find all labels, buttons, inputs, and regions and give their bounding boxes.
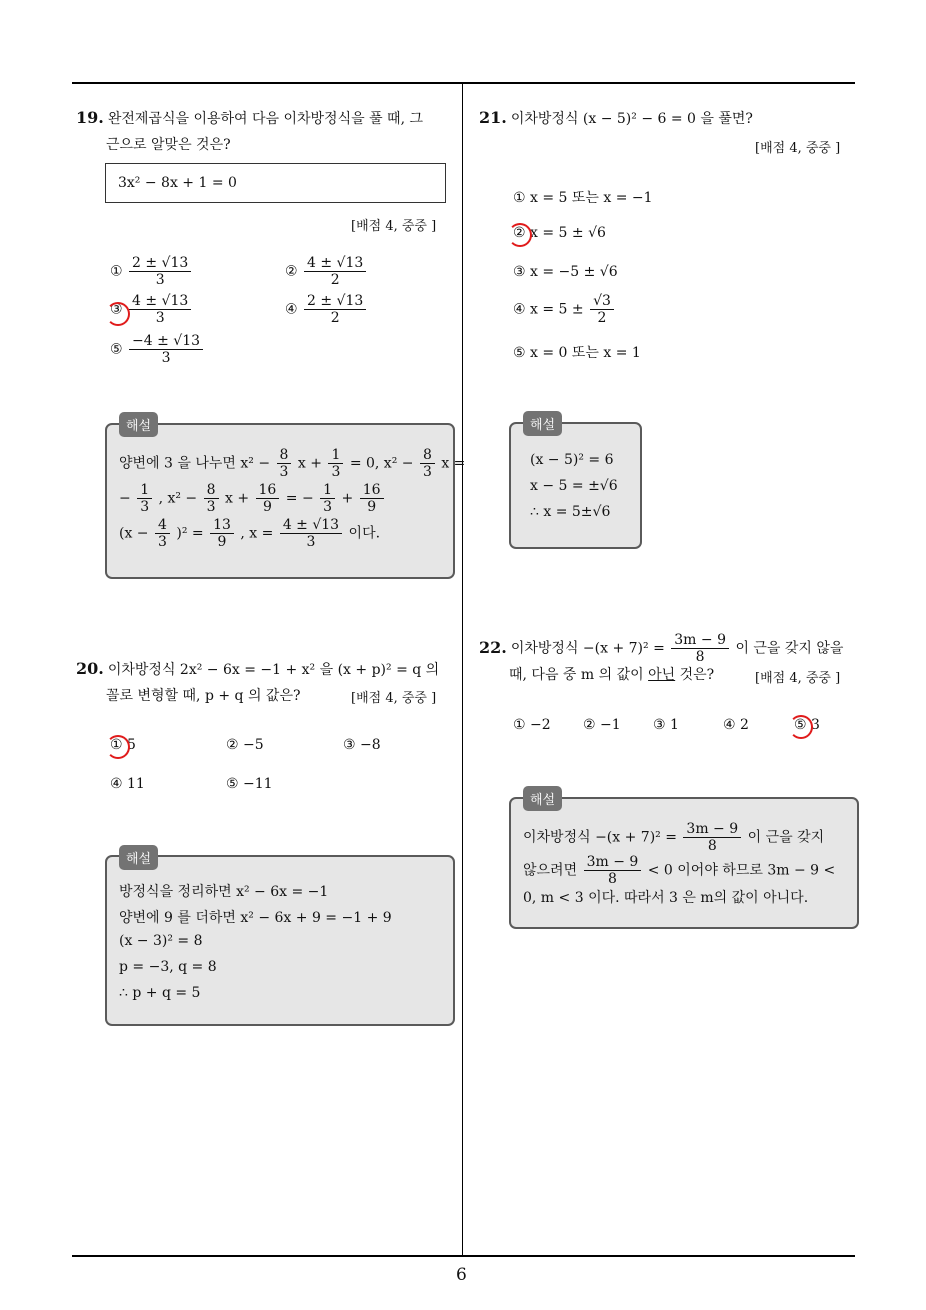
choice-marker: ③: [110, 301, 123, 318]
q21-line1: [479, 105, 753, 132]
q20-number: 20.: [76, 659, 104, 678]
bottom-rule: [72, 1255, 855, 1257]
q22-line2: 때, 다음 중 m 의 값이 아닌 것은?: [509, 667, 715, 683]
q22-emphasis: 아닌: [648, 667, 676, 683]
q20-text1: 이차방정식 2x² − 6x = −1 + x² 을 (x + p)² = q 의: [107, 662, 440, 678]
q19-solution-box: [105, 423, 466, 579]
q21-answer-mark: [508, 223, 532, 247]
q22-choice-2[interactable]: ② −1: [583, 717, 621, 733]
q19-line2: 근으로 알맞은 것은?: [106, 137, 231, 153]
choice-marker: ②: [285, 263, 298, 280]
q21-choice-2[interactable]: ② x = 5 ± √6: [513, 225, 606, 241]
q19-equation-box: [105, 163, 446, 203]
q22-number: 22.: [479, 637, 507, 657]
q21-text1: 이차방정식 (x − 5)² − 6 = 0 을 풀면?: [510, 111, 753, 127]
q20-choice-2[interactable]: ② −5: [226, 737, 264, 753]
q19-meta: [배점 4, 중중 ]: [351, 219, 437, 234]
q22-choice-4[interactable]: ④ 2: [723, 717, 749, 733]
q20-choice-5[interactable]: ⑤ −11: [226, 776, 273, 792]
choice-fraction: $\frac{2 \pm √13}{2}$: [304, 293, 366, 326]
q22-sol-line2: 않으려면 $\frac{3m - 9}{8}$ < 0 이어야 하므로 3m − 9 <: [523, 854, 836, 888]
q20-solution-box: [105, 855, 455, 1026]
q22-choice-5[interactable]: ⑤ 3: [794, 717, 820, 733]
q19-equation: 3x² − 8x + 1 = 0: [118, 175, 237, 191]
q19-answer-mark: [106, 302, 130, 326]
q19-sol-line2: − $\frac{1}{3}$ , x² − $\frac{8}{3}$ x + $\frac{16}{9}$ = − $\frac{1}{3}$ + $\frac{16}{9}$: [119, 482, 386, 515]
q21-solution-tag: 해설: [523, 411, 562, 436]
q22-choice-3[interactable]: ③ 1: [653, 717, 679, 733]
q22-solution-tag: 해설: [523, 786, 562, 811]
q19-text1: 완전제곱식을 이용하여 다음 이차방정식을 풀 때, 그: [107, 111, 423, 127]
q21-number: 21.: [479, 108, 507, 127]
q20-sol-line3: (x − 3)² = 8: [119, 933, 203, 949]
q21-solution-box: [509, 422, 642, 549]
q20-line2: 꼴로 변형할 때, p + q 의 값은?: [106, 688, 301, 704]
choice-marker: ⑤: [110, 341, 123, 358]
q19-solution-tag: 해설: [119, 412, 158, 437]
q22-sol-line1: 이차방정식 −(x + 7)² = $\frac{3m - 9}{8}$ 이 근을 갖지: [523, 821, 825, 855]
q22-fraction: $\frac{3m - 9}{8}$: [671, 632, 729, 665]
q20-sol-line2: 양변에 9 를 더하면 x² − 6x + 9 = −1 + 9: [119, 910, 392, 926]
q19-choice-2[interactable]: [285, 255, 368, 288]
q22-meta: [배점 4, 중중 ]: [755, 671, 841, 686]
choice-marker: ④: [285, 301, 298, 318]
choice-fraction: $\frac{2 \pm √13}{3}$: [129, 255, 191, 288]
q21-choice-1[interactable]: ① x = 5 또는 x = −1: [513, 190, 653, 206]
q19-choice-1[interactable]: [110, 255, 193, 288]
q21-choice-4[interactable]: ④ x = 5 ± $\frac{√3}{2}$: [513, 293, 616, 326]
q21-sol-line2: x − 5 = ±√6: [530, 478, 618, 494]
q21-sol-line3: ∴ x = 5±√6: [530, 504, 611, 520]
page-number: 6: [456, 1265, 467, 1285]
q22-answer-mark: [789, 715, 813, 739]
q20-line1: [76, 656, 439, 683]
q21-choice-5[interactable]: ⑤ x = 0 또는 x = 1: [513, 345, 641, 361]
column-divider: [462, 84, 463, 1256]
choice-fraction: $\frac{-4 \pm √13}{3}$: [129, 333, 203, 366]
choice-fraction: $\frac{4 \pm √13}{3}$: [129, 293, 191, 326]
q20-choice-4[interactable]: ④ 11: [110, 776, 145, 792]
q19-sol-line1: 양변에 3 을 나누면 x² − $\frac{8}{3}$ x + $\frac{1}{3}$ = 0, x² − $\frac{8}{3}$ x =: [119, 447, 466, 481]
q19-number: 19.: [76, 108, 104, 127]
q21-choice-3[interactable]: ③ x = −5 ± √6: [513, 264, 618, 280]
q22-choice-1[interactable]: ① −2: [513, 717, 551, 733]
q20-solution-tag: 해설: [119, 845, 158, 870]
q22-sol-line3: 0, m < 3 이다. 따라서 3 은 m의 값이 아니다.: [523, 890, 809, 906]
q20-sol-line5: ∴ p + q = 5: [119, 985, 201, 1001]
q19-sol-line3: (x − $\frac{4}{3}$ )² = $\frac{13}{9}$ , x = $\frac{4 \pm √13}{3}$ 이다.: [119, 517, 381, 551]
q21-sol-line1: (x − 5)² = 6: [530, 452, 614, 468]
top-rule: [72, 82, 855, 84]
q19-line1: [76, 105, 423, 132]
q19-choice-5[interactable]: [110, 333, 205, 366]
choice-marker: ①: [110, 263, 123, 280]
q20-sol-line1: 방정식을 정리하면 x² − 6x = −1: [119, 884, 329, 900]
q22-solution-box: [509, 797, 859, 929]
q22-line1: 22. 이차방정식 −(x + 7)² = $\frac{3m - 9}{8}$ 이 근을 갖지 않을: [479, 632, 844, 666]
choice-fraction: $\frac{4 \pm √13}{2}$: [304, 255, 366, 288]
q20-meta: [배점 4, 중중 ]: [351, 691, 437, 706]
q20-choice-1[interactable]: ① 5: [110, 737, 136, 753]
q20-sol-line4: p = −3, q = 8: [119, 959, 217, 975]
q21-meta: [배점 4, 중중 ]: [755, 141, 841, 156]
q20-answer-mark: [106, 735, 130, 759]
q20-choice-3[interactable]: ③ −8: [343, 737, 381, 753]
q19-choice-4[interactable]: [285, 293, 368, 326]
